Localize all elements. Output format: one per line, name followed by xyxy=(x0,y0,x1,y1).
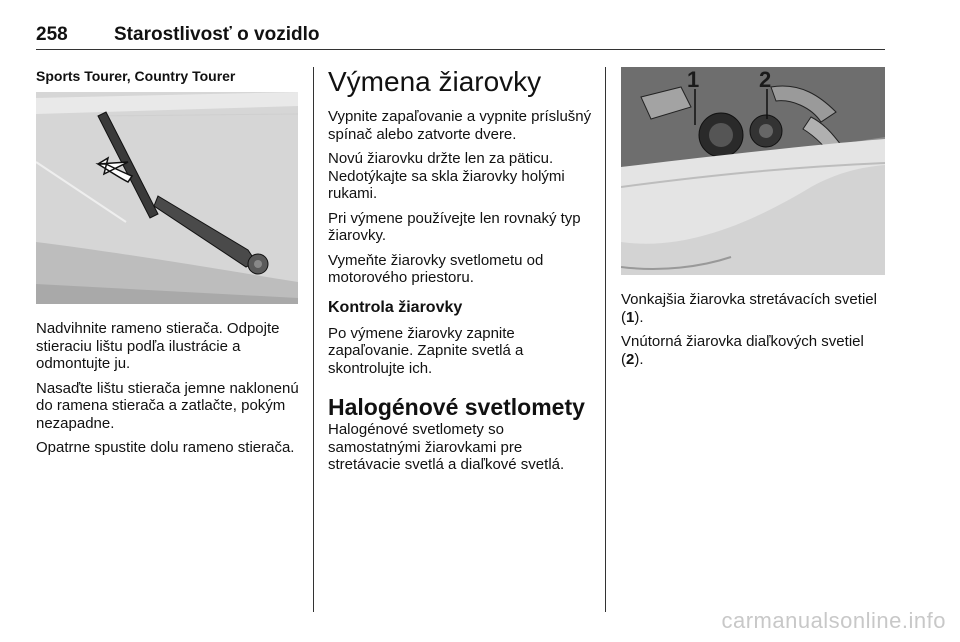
header-divider xyxy=(36,49,885,50)
paragraph-low-beam xyxy=(621,291,886,326)
wiper-drawing xyxy=(36,92,298,304)
column-divider-2 xyxy=(605,67,606,612)
chapter-title: Starostlivosť o vozidlo xyxy=(114,24,320,45)
section-heading-halogen: Halogénové svetlomety xyxy=(328,394,585,420)
high-beam-ref: 2 xyxy=(626,350,635,368)
paragraph: Po výmene žiarovky zapnite zapaľovanie. Zapnite svetlá a skontrolujte ich. xyxy=(328,324,524,377)
paragraph: Novú žiarovku držte len za päticu. Nedotýkajte sa skla žiarovky holými rukami. xyxy=(328,150,565,202)
paragraph: Nasaďte lištu stierača jemne naklonenú do ramena stierača a zatlačte, pokým nezapadne. xyxy=(36,379,299,432)
paragraph: Pri výmene používejte len rovnaký typ žiarovky. xyxy=(328,209,581,244)
paragraph: Vymeňte žiarovky svetlometu od motorového priestoru. xyxy=(328,251,544,286)
column-1-text xyxy=(36,320,301,457)
column-3-text xyxy=(621,291,886,368)
headlamp-drawing xyxy=(621,67,885,275)
page-number: 258 xyxy=(36,24,68,45)
column-divider-1 xyxy=(313,67,314,612)
high-beam-text: Vnútorná žiarovka diaľkových svetiel ( xyxy=(621,333,864,368)
callout-1: 1 xyxy=(687,67,700,92)
watermark: carmanualsonline.info xyxy=(721,608,946,633)
subsection-heading: Kontrola žiarovky xyxy=(328,298,463,316)
low-beam-close: ). xyxy=(634,308,644,326)
paragraph-high-beam xyxy=(621,333,886,368)
page-header xyxy=(36,24,885,50)
high-beam-close: ). xyxy=(634,350,644,368)
headlamp-illustration xyxy=(621,67,885,275)
paragraph: Nadvihnite rameno stierača. Odpojte stieraciu lištu podľa ilustrácie a odmontujte ju. xyxy=(36,320,280,372)
paragraph: Vypnite zapaľovanie a vypnite príslušný spínač alebo zatvorte dvere. xyxy=(328,108,592,143)
paragraph: Opatrne spustite dolu rameno stierača. xyxy=(36,439,295,456)
column-1 xyxy=(36,68,301,85)
section-subtitle: Sports Tourer, Country Tourer xyxy=(36,68,236,84)
section-heading: Výmena žiarovky xyxy=(328,66,542,97)
callout-2: 2 xyxy=(759,67,772,92)
paragraph: Halogénové svetlomety so samostatnými žiarovkami pre stretávacie svetlá a diaľkové svetlá. xyxy=(328,421,565,473)
low-beam-ref: 1 xyxy=(626,308,635,326)
column-2 xyxy=(328,66,593,474)
low-beam-text: Vonkajšia žiarovka stretávacích svetiel ( xyxy=(621,291,877,326)
wiper-illustration xyxy=(36,92,298,304)
